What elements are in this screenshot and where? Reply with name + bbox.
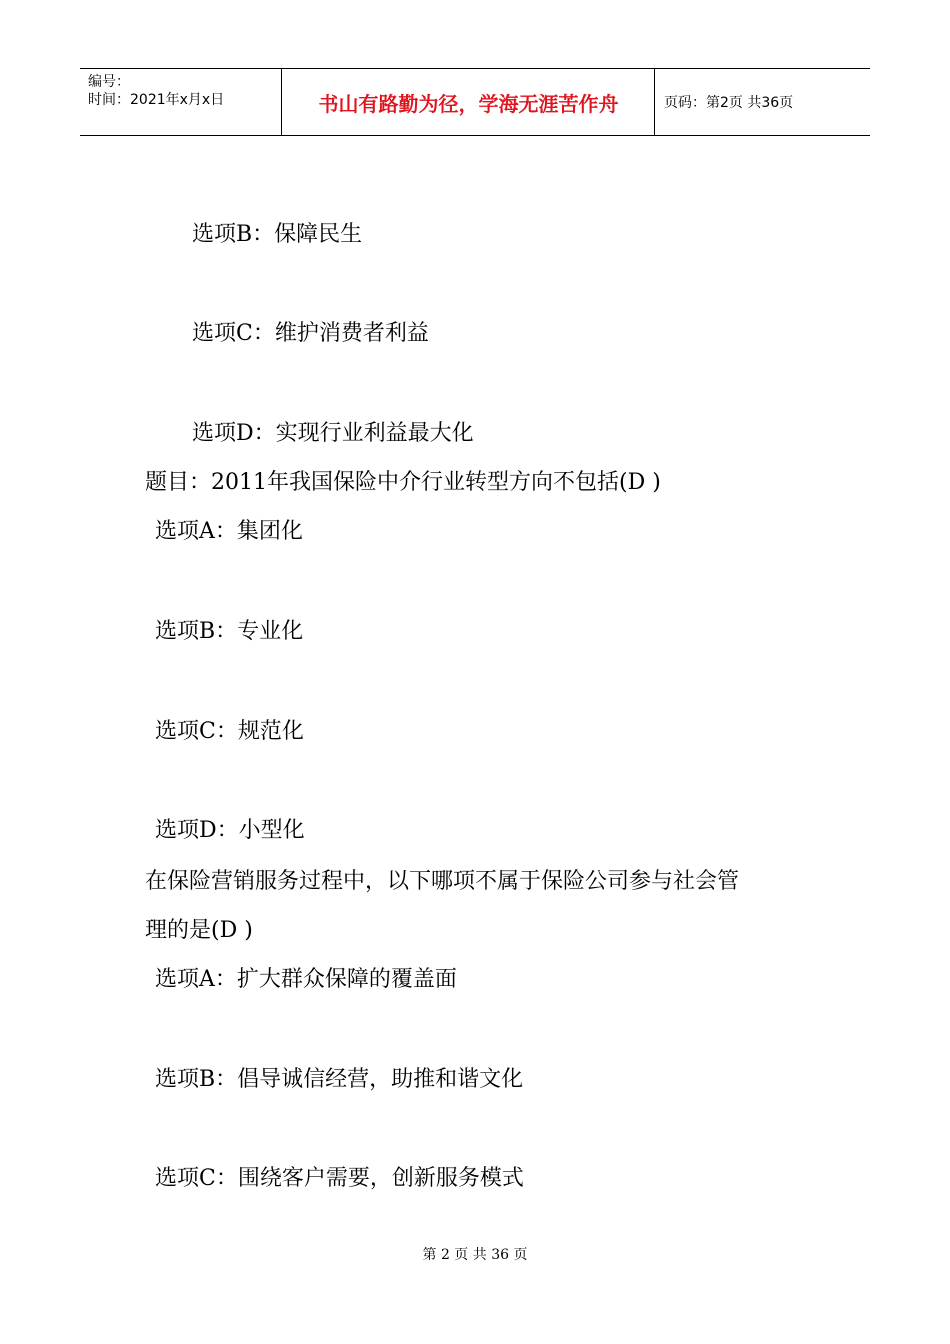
question-line: 在保险营销服务过程中，以下哪项不属于保险公司参与社会管	[145, 869, 740, 894]
document-number-label: 编号：	[88, 74, 130, 90]
header-info-cell	[80, 69, 282, 135]
question-line: 题目：2011年我国保险中介行业转型方向不包括(D )	[145, 470, 661, 495]
option-line: 选项C：围绕客户需要，创新服务模式	[155, 1166, 524, 1191]
option-line: 选项C：规范化	[155, 719, 304, 744]
header-page-label: 页码：第2页 共36页	[664, 95, 794, 111]
option-line: 选项A：集团化	[155, 519, 303, 544]
page-header	[80, 68, 870, 136]
option-line: 选项A：扩大群众保障的覆盖面	[155, 967, 457, 992]
option-line: 选项D：小型化	[155, 818, 305, 843]
option-line: 选项D：实现行业利益最大化	[192, 421, 474, 446]
option-line: 选项B：专业化	[155, 619, 304, 644]
header-motto-cell	[282, 69, 655, 135]
page-footer: 第 2 页 共 36 页	[422, 1247, 528, 1263]
header-motto: 书山有路勤为径，学海无涯苦作舟	[318, 92, 619, 116]
option-line: 选项C：维护消费者利益	[192, 321, 429, 346]
document-date-label: 时间：2021年x月x日	[88, 92, 225, 108]
header-page-cell	[655, 69, 870, 135]
question-line-continued: 理的是(D )	[145, 918, 253, 943]
option-line: 选项B：倡导诚信经营，助推和谐文化	[155, 1067, 524, 1092]
option-line: 选项B：保障民生	[192, 222, 363, 247]
